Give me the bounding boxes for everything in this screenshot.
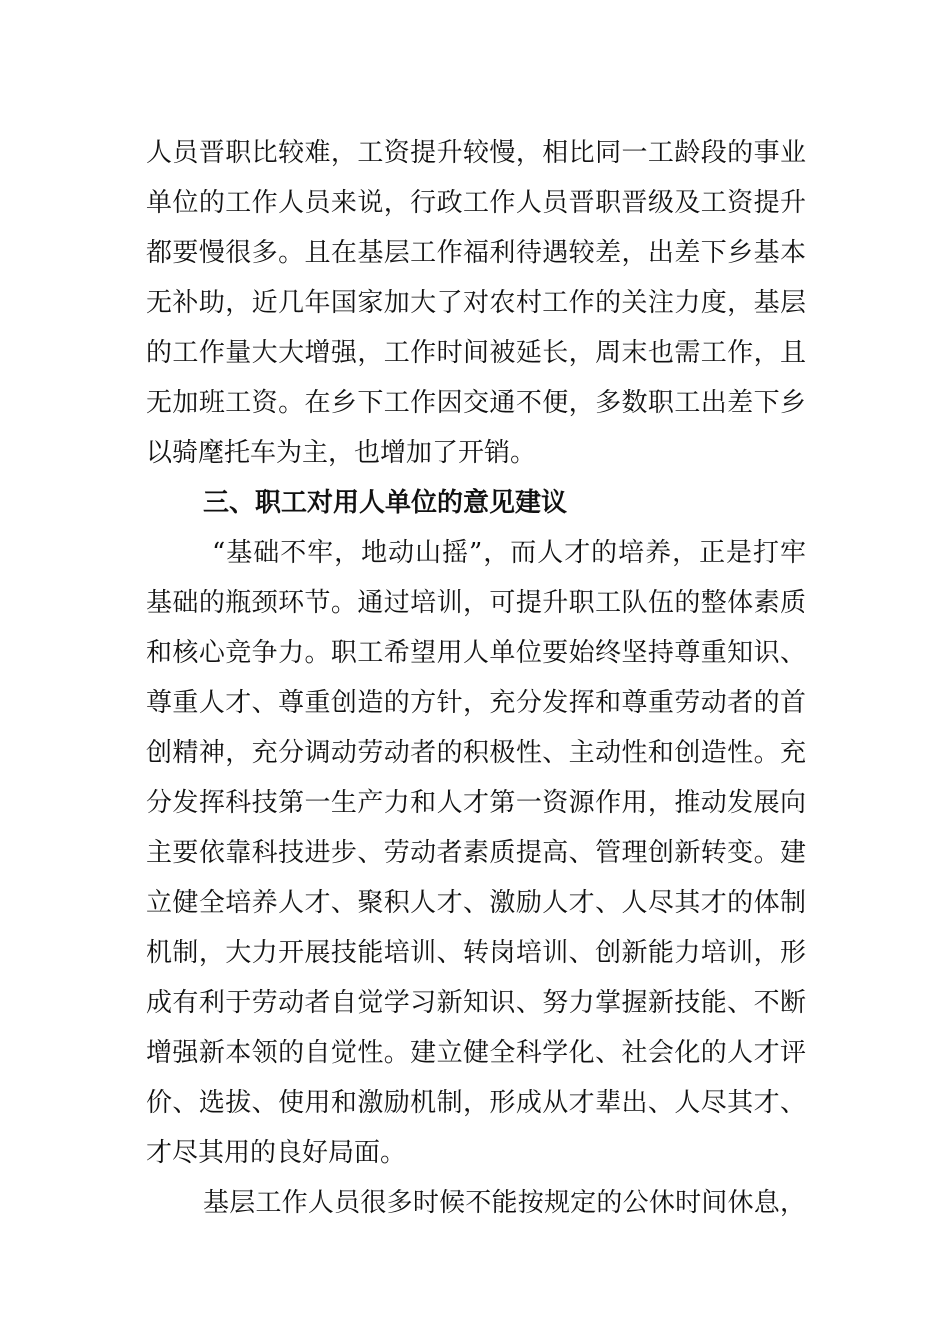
paragraph-1-line-5: 的工作量大大增强，工作时间被延长，周末也需工作，且 [146, 338, 806, 368]
paragraph-1-line-1: 人员晋职比较难，工资提升较慢，相比同一工龄段的事业 [146, 138, 806, 168]
paragraph-2-line-6: 分发挥科技第一生产力和人才第一资源作用，推动发展向 [146, 788, 806, 818]
paragraph-2-line-2: 基础的瓶颈环节。通过培训，可提升职工队伍的整体素质 [146, 588, 806, 618]
paragraph-3-line-1: 基层工作人员很多时候不能按规定的公休时间休息， [203, 1188, 806, 1218]
paragraph-2-line-1: “基础不牢，地动山摇”，而人才的培养，正是打牢 [212, 538, 806, 568]
paragraph-1-line-7: 以骑麾托车为主，也增加了开销。 [146, 438, 537, 468]
paragraph-2-line-11: 增强新本领的自觉性。建立健全科学化、社会化的人才评 [146, 1038, 806, 1068]
paragraph-1-line-3: 都要慢很多。且在基层工作福利待遇较差，出差下乡基本 [146, 238, 806, 268]
paragraph-2-line-3: 和核心竞争力。职工希望用人单位要始终坚持尊重知识、 [146, 638, 806, 668]
section-heading: 三、职工对用人单位的意见建议 [203, 488, 568, 518]
paragraph-2-line-4: 尊重人才、尊重创造的方针，充分发挥和尊重劳动者的首 [146, 688, 806, 718]
paragraph-2-line-5: 创精神，充分调动劳动者的积极性、主动性和创造性。充 [146, 738, 806, 768]
paragraph-2-line-7: 主要依靠科技进步、劳动者素质提高、管理创新转变。建 [146, 838, 806, 868]
paragraph-1-line-6: 无加班工资。在乡下工作因交通不便，多数职工出差下乡 [146, 388, 806, 418]
paragraph-1-line-4: 无补助，近几年国家加大了对农村工作的关注力度，基层 [146, 288, 806, 318]
paragraph-1-line-2: 单位的工作人员来说，行政工作人员晋职晋级及工资提升 [146, 188, 806, 218]
paragraph-2-line-12: 价、选拔、使用和激励机制，形成从才辈出、人尽其才、 [146, 1088, 806, 1118]
paragraph-2-line-13: 才尽其用的良好局面。 [146, 1138, 407, 1168]
paragraph-2-line-10: 成有利于劳动者自觉学习新知识、努力掌握新技能、不断 [146, 988, 806, 1018]
paragraph-2-line-9: 机制，大力开展技能培训、转岗培训、创新能力培训，形 [146, 938, 806, 968]
paragraph-2-line-8: 立健全培养人才、聚积人才、激励人才、人尽其才的体制 [146, 888, 806, 918]
